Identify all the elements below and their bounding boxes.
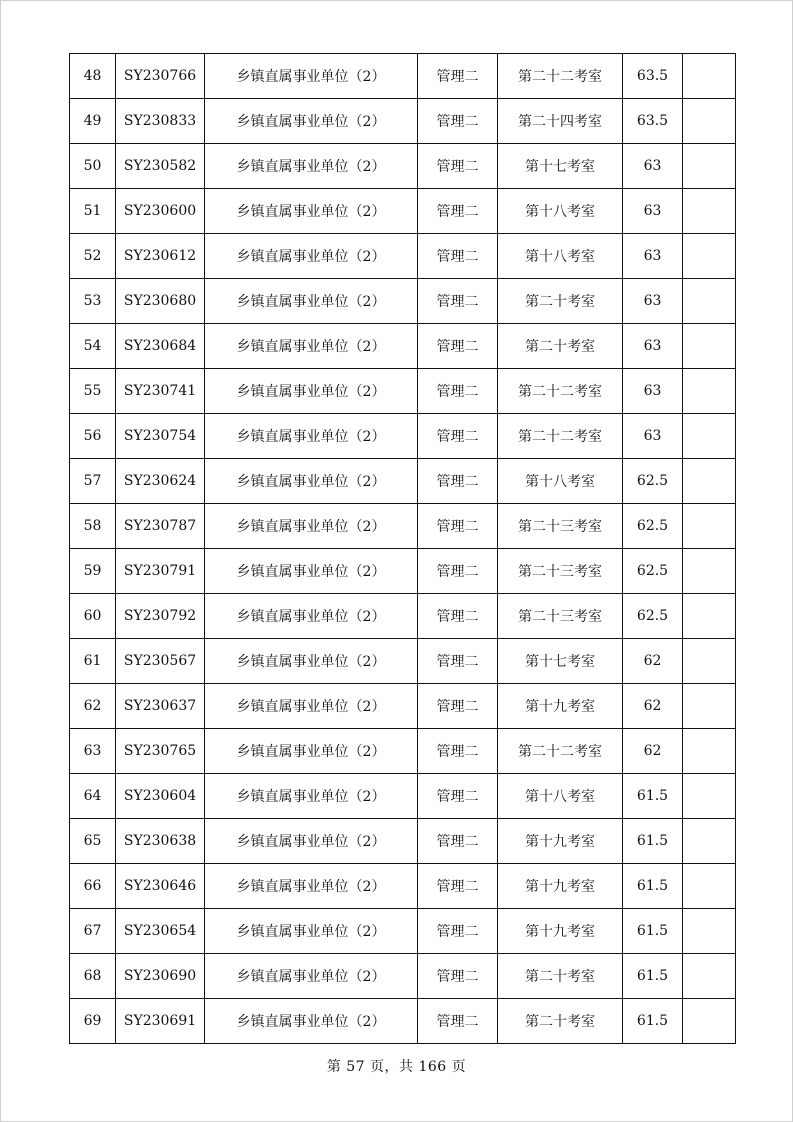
remark-cell xyxy=(683,459,736,504)
remark-cell xyxy=(683,369,736,414)
table-row xyxy=(70,549,736,594)
score-cell: 63 xyxy=(623,189,683,234)
page-number-footer: 第 57 页，共 166 页 xyxy=(326,1059,467,1075)
candidate-id-cell: SY230638 xyxy=(116,819,205,864)
candidate-id-cell: SY230680 xyxy=(116,279,205,324)
remark-cell xyxy=(683,234,736,279)
remark-cell xyxy=(683,819,736,864)
remark-cell xyxy=(683,639,736,684)
remark-cell xyxy=(683,549,736,594)
position-cell: 管理二 xyxy=(418,369,498,414)
position-cell: 管理二 xyxy=(418,144,498,189)
table-row xyxy=(70,189,736,234)
score-cell: 61.5 xyxy=(623,954,683,999)
candidate-id-cell: SY230612 xyxy=(116,234,205,279)
score-cell: 61.5 xyxy=(623,774,683,819)
position-cell: 管理二 xyxy=(418,864,498,909)
row-number-cell: 66 xyxy=(70,864,116,909)
score-cell: 63 xyxy=(623,144,683,189)
candidate-id-cell: SY230567 xyxy=(116,639,205,684)
score-cell: 63 xyxy=(623,234,683,279)
remark-cell xyxy=(683,324,736,369)
table-row xyxy=(70,279,736,324)
exam-room-cell: 第二十考室 xyxy=(498,999,623,1044)
remark-cell xyxy=(683,594,736,639)
row-number-cell: 58 xyxy=(70,504,116,549)
position-cell: 管理二 xyxy=(418,459,498,504)
position-cell: 管理二 xyxy=(418,234,498,279)
remark-cell xyxy=(683,279,736,324)
exam-room-cell: 第十七考室 xyxy=(498,639,623,684)
score-cell: 61.5 xyxy=(623,864,683,909)
score-cell: 62 xyxy=(623,729,683,774)
remark-cell xyxy=(683,864,736,909)
candidate-id-cell: SY230787 xyxy=(116,504,205,549)
row-number-cell: 67 xyxy=(70,909,116,954)
candidate-id-cell: SY230600 xyxy=(116,189,205,234)
exam-room-cell: 第二十二考室 xyxy=(498,414,623,459)
position-cell: 管理二 xyxy=(418,819,498,864)
unit-cell: 乡镇直属事业单位（2） xyxy=(205,684,418,729)
score-cell: 61.5 xyxy=(623,999,683,1044)
score-cell: 63.5 xyxy=(623,99,683,144)
table-row xyxy=(70,819,736,864)
exam-room-cell: 第十七考室 xyxy=(498,144,623,189)
remark-cell xyxy=(683,909,736,954)
remark-cell xyxy=(683,189,736,234)
remark-cell xyxy=(683,999,736,1044)
score-cell: 61.5 xyxy=(623,909,683,954)
exam-room-cell: 第十八考室 xyxy=(498,189,623,234)
candidate-id-cell: SY230690 xyxy=(116,954,205,999)
candidate-id-cell: SY230604 xyxy=(116,774,205,819)
table-row xyxy=(70,234,736,279)
candidate-id-cell: SY230624 xyxy=(116,459,205,504)
candidate-id-cell: SY230833 xyxy=(116,99,205,144)
unit-cell: 乡镇直属事业单位（2） xyxy=(205,639,418,684)
row-number-cell: 62 xyxy=(70,684,116,729)
position-cell: 管理二 xyxy=(418,189,498,234)
score-cell: 62.5 xyxy=(623,504,683,549)
candidate-id-cell: SY230684 xyxy=(116,324,205,369)
unit-cell: 乡镇直属事业单位（2） xyxy=(205,549,418,594)
table-row xyxy=(70,144,736,189)
score-cell: 62 xyxy=(623,639,683,684)
table-body xyxy=(70,54,736,1044)
candidate-id-cell: SY230646 xyxy=(116,864,205,909)
position-cell: 管理二 xyxy=(418,549,498,594)
exam-room-cell: 第二十二考室 xyxy=(498,54,623,99)
unit-cell: 乡镇直属事业单位（2） xyxy=(205,279,418,324)
row-number-cell: 51 xyxy=(70,189,116,234)
candidate-id-cell: SY230691 xyxy=(116,999,205,1044)
candidate-id-cell: SY230741 xyxy=(116,369,205,414)
unit-cell: 乡镇直属事业单位（2） xyxy=(205,144,418,189)
table-row xyxy=(70,459,736,504)
row-number-cell: 56 xyxy=(70,414,116,459)
exam-room-cell: 第十九考室 xyxy=(498,684,623,729)
unit-cell: 乡镇直属事业单位（2） xyxy=(205,594,418,639)
position-cell: 管理二 xyxy=(418,729,498,774)
unit-cell: 乡镇直属事业单位（2） xyxy=(205,909,418,954)
exam-room-cell: 第二十考室 xyxy=(498,954,623,999)
position-cell: 管理二 xyxy=(418,99,498,144)
table-row xyxy=(70,414,736,459)
candidate-id-cell: SY230765 xyxy=(116,729,205,774)
row-number-cell: 57 xyxy=(70,459,116,504)
unit-cell: 乡镇直属事业单位（2） xyxy=(205,414,418,459)
position-cell: 管理二 xyxy=(418,594,498,639)
exam-room-cell: 第十八考室 xyxy=(498,234,623,279)
table-row xyxy=(70,864,736,909)
table-row xyxy=(70,729,736,774)
row-number-cell: 55 xyxy=(70,369,116,414)
exam-room-cell: 第二十三考室 xyxy=(498,504,623,549)
score-table xyxy=(69,53,736,1044)
candidate-id-cell: SY230637 xyxy=(116,684,205,729)
remark-cell xyxy=(683,504,736,549)
unit-cell: 乡镇直属事业单位（2） xyxy=(205,729,418,774)
exam-room-cell: 第十八考室 xyxy=(498,774,623,819)
remark-cell xyxy=(683,684,736,729)
exam-room-cell: 第二十考室 xyxy=(498,324,623,369)
candidate-id-cell: SY230582 xyxy=(116,144,205,189)
unit-cell: 乡镇直属事业单位（2） xyxy=(205,54,418,99)
row-number-cell: 60 xyxy=(70,594,116,639)
candidate-id-cell: SY230792 xyxy=(116,594,205,639)
row-number-cell: 69 xyxy=(70,999,116,1044)
remark-cell xyxy=(683,954,736,999)
table-row xyxy=(70,594,736,639)
exam-room-cell: 第二十四考室 xyxy=(498,99,623,144)
unit-cell: 乡镇直属事业单位（2） xyxy=(205,99,418,144)
table-row xyxy=(70,324,736,369)
row-number-cell: 68 xyxy=(70,954,116,999)
remark-cell xyxy=(683,729,736,774)
row-number-cell: 59 xyxy=(70,549,116,594)
unit-cell: 乡镇直属事业单位（2） xyxy=(205,504,418,549)
row-number-cell: 48 xyxy=(70,54,116,99)
score-cell: 63 xyxy=(623,414,683,459)
unit-cell: 乡镇直属事业单位（2） xyxy=(205,999,418,1044)
unit-cell: 乡镇直属事业单位（2） xyxy=(205,189,418,234)
score-cell: 62.5 xyxy=(623,459,683,504)
position-cell: 管理二 xyxy=(418,639,498,684)
position-cell: 管理二 xyxy=(418,999,498,1044)
remark-cell xyxy=(683,414,736,459)
score-cell: 63 xyxy=(623,279,683,324)
candidate-id-cell: SY230754 xyxy=(116,414,205,459)
table-row xyxy=(70,504,736,549)
unit-cell: 乡镇直属事业单位（2） xyxy=(205,324,418,369)
row-number-cell: 65 xyxy=(70,819,116,864)
table-row xyxy=(70,954,736,999)
remark-cell xyxy=(683,54,736,99)
row-number-cell: 54 xyxy=(70,324,116,369)
table-row xyxy=(70,369,736,414)
table-row xyxy=(70,909,736,954)
score-cell: 63.5 xyxy=(623,54,683,99)
score-cell: 62.5 xyxy=(623,594,683,639)
position-cell: 管理二 xyxy=(418,54,498,99)
row-number-cell: 63 xyxy=(70,729,116,774)
score-cell: 63 xyxy=(623,324,683,369)
table-row xyxy=(70,774,736,819)
exam-room-cell: 第二十二考室 xyxy=(498,369,623,414)
row-number-cell: 61 xyxy=(70,639,116,684)
table-row xyxy=(70,999,736,1044)
candidate-id-cell: SY230791 xyxy=(116,549,205,594)
remark-cell xyxy=(683,144,736,189)
unit-cell: 乡镇直属事业单位（2） xyxy=(205,369,418,414)
unit-cell: 乡镇直属事业单位（2） xyxy=(205,819,418,864)
row-number-cell: 52 xyxy=(70,234,116,279)
table-row xyxy=(70,99,736,144)
unit-cell: 乡镇直属事业单位（2） xyxy=(205,234,418,279)
table-row xyxy=(70,54,736,99)
exam-room-cell: 第十九考室 xyxy=(498,819,623,864)
position-cell: 管理二 xyxy=(418,954,498,999)
unit-cell: 乡镇直属事业单位（2） xyxy=(205,954,418,999)
score-cell: 62 xyxy=(623,684,683,729)
exam-room-cell: 第二十二考室 xyxy=(498,729,623,774)
position-cell: 管理二 xyxy=(418,504,498,549)
unit-cell: 乡镇直属事业单位（2） xyxy=(205,774,418,819)
remark-cell xyxy=(683,774,736,819)
candidate-id-cell: SY230766 xyxy=(116,54,205,99)
unit-cell: 乡镇直属事业单位（2） xyxy=(205,864,418,909)
position-cell: 管理二 xyxy=(418,324,498,369)
unit-cell: 乡镇直属事业单位（2） xyxy=(205,459,418,504)
exam-room-cell: 第十九考室 xyxy=(498,864,623,909)
candidate-id-cell: SY230654 xyxy=(116,909,205,954)
position-cell: 管理二 xyxy=(418,774,498,819)
exam-room-cell: 第二十三考室 xyxy=(498,549,623,594)
row-number-cell: 49 xyxy=(70,99,116,144)
position-cell: 管理二 xyxy=(418,414,498,459)
position-cell: 管理二 xyxy=(418,684,498,729)
score-cell: 62.5 xyxy=(623,549,683,594)
table-row xyxy=(70,639,736,684)
exam-room-cell: 第十九考室 xyxy=(498,909,623,954)
row-number-cell: 53 xyxy=(70,279,116,324)
score-cell: 63 xyxy=(623,369,683,414)
row-number-cell: 64 xyxy=(70,774,116,819)
exam-room-cell: 第二十三考室 xyxy=(498,594,623,639)
exam-room-cell: 第十八考室 xyxy=(498,459,623,504)
table-row xyxy=(70,684,736,729)
position-cell: 管理二 xyxy=(418,909,498,954)
score-cell: 61.5 xyxy=(623,819,683,864)
position-cell: 管理二 xyxy=(418,279,498,324)
row-number-cell: 50 xyxy=(70,144,116,189)
exam-room-cell: 第二十考室 xyxy=(498,279,623,324)
remark-cell xyxy=(683,99,736,144)
